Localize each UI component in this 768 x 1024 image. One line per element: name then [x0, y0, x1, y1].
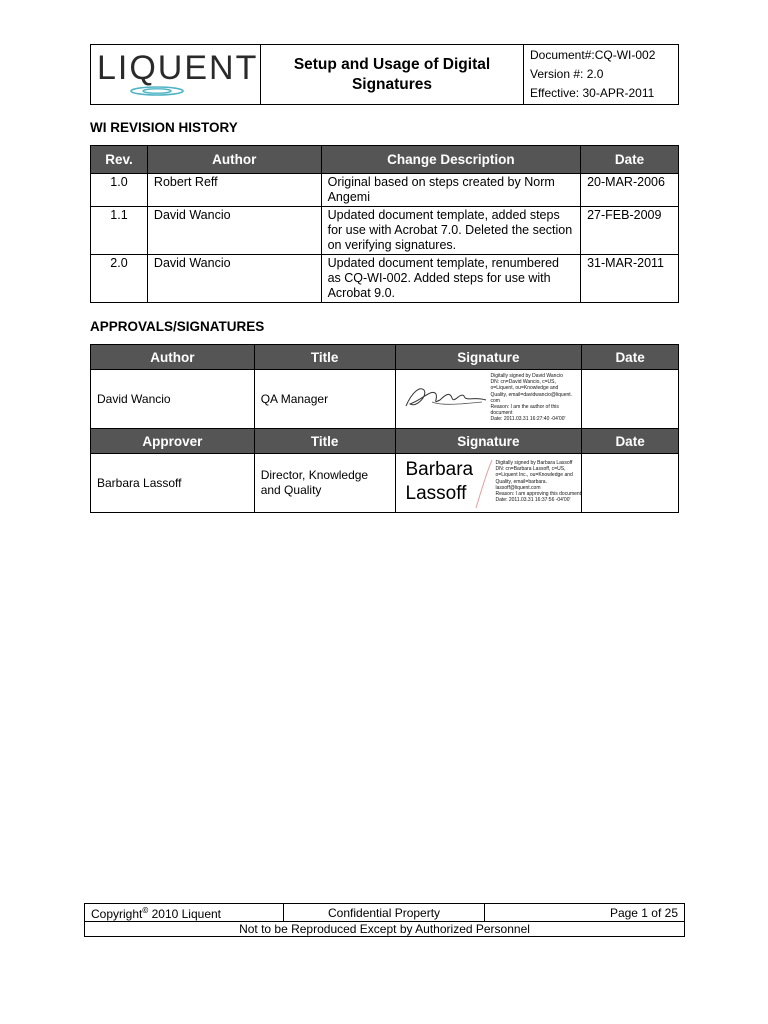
column-header: Rev.	[91, 146, 148, 174]
page-footer	[84, 903, 685, 937]
author-date	[582, 370, 679, 429]
column-header: Signature	[395, 429, 582, 454]
author-signature[interactable]	[395, 370, 582, 429]
rev-cell: 2.0	[91, 255, 148, 303]
reproduction-notice: Not to be Reproduced Except by Authorized Personnel	[85, 922, 685, 937]
column-header: Date	[582, 345, 679, 370]
digital-signature-text: Digitally signed by Barbara Lassoff DN: cn=Barbara Lassoff, c=US, o=Liquent Inc., ou=Knowledge and Quality, email=barbara. lassoff@liquent.com Reason: I am approving this document Date: 2011.03.31 16:37:56 -04'00'	[495, 460, 582, 504]
page-number: Page 1 of 25	[485, 904, 685, 922]
table-row	[91, 255, 679, 303]
copyright: Copyright© 2010 Liquent	[85, 904, 284, 922]
revision-history-table	[90, 145, 679, 303]
rev-cell: 1.0	[91, 174, 148, 207]
confidential-label: Confidential Property	[283, 904, 485, 922]
signer-name: Barbara Lassoff	[405, 459, 474, 504]
author-title: QA Manager	[254, 370, 395, 429]
author-cell: Robert Reff	[147, 174, 321, 207]
document-number: Document#:CQ-WI-002	[530, 48, 656, 62]
approvals-heading: APPROVALS/SIGNATURES	[90, 319, 265, 334]
approver-signature[interactable]	[395, 454, 582, 513]
author-cell: David Wancio	[147, 207, 321, 255]
date-cell: 20-MAR-2006	[581, 174, 679, 207]
description-cell: Updated document template, added steps for use with Acrobat 7.0. Deleted the section on verifying signatures.	[321, 207, 581, 255]
version-number: Version #: 2.0	[530, 67, 604, 81]
liquent-logo: LIQUENT	[97, 49, 259, 87]
author-name: David Wancio	[91, 370, 255, 429]
column-header: Date	[582, 429, 679, 454]
column-header: Approver	[91, 429, 255, 454]
revision-history-heading: WI REVISION HISTORY	[90, 120, 238, 135]
column-header: Change Description	[321, 146, 581, 174]
title-line-2: Signatures	[351, 75, 433, 93]
column-header: Title	[254, 429, 395, 454]
column-header: Author	[147, 146, 321, 174]
signature-mark-icon	[474, 458, 494, 510]
date-cell: 27-FEB-2009	[581, 207, 679, 255]
approver-row	[91, 454, 679, 513]
approver-title: Director, Knowledge and Quality	[254, 454, 395, 513]
rev-cell: 1.1	[91, 207, 148, 255]
document-header	[90, 44, 679, 105]
effective-date: Effective: 30-APR-2011	[530, 86, 655, 100]
description-cell: Original based on steps created by Norm Angemi	[321, 174, 581, 207]
approvals-table	[90, 344, 679, 513]
column-header: Author	[91, 345, 255, 370]
table-row	[91, 207, 679, 255]
approver-date	[582, 454, 679, 513]
document-title	[261, 45, 524, 105]
document-meta	[524, 45, 679, 105]
column-header: Signature	[395, 345, 582, 370]
table-row	[91, 174, 679, 207]
column-header: Title	[254, 345, 395, 370]
description-cell: Updated document template, renumbered as CQ-WI-002. Added steps for use with Acrobat 9.0.	[321, 255, 581, 303]
handwritten-signature-icon	[402, 382, 490, 412]
title-line-1: Setup and Usage of Digital	[293, 55, 491, 73]
author-cell: David Wancio	[147, 255, 321, 303]
date-cell: 31-MAR-2011	[581, 255, 679, 303]
approver-name: Barbara Lassoff	[91, 454, 255, 513]
digital-signature-text: Digitally signed by David Wancio DN: cn=David Wancio, c=US, o=Liquent, ou=Knowledge and Quality, email=davidwancio@liquent. com Reason: I am the author of this document Date: 2011.03.31 16:27:40 -04'00'	[490, 373, 573, 423]
logo-waves-icon	[117, 85, 227, 99]
logo-cell	[91, 45, 261, 105]
column-header: Date	[581, 146, 679, 174]
author-row	[91, 370, 679, 429]
